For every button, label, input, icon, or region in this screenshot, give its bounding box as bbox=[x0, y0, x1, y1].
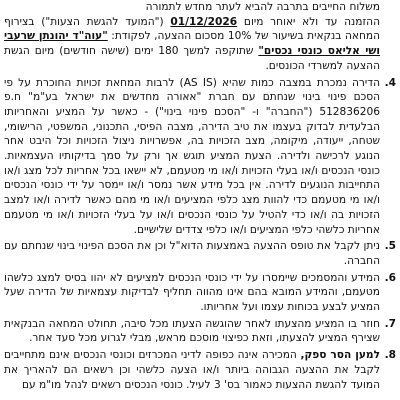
clause-6 bbox=[4, 271, 396, 315]
clause-body: ניתן לקבל את טופס ההצעה באמצעות הדוא"ל וכן את הסכם הפינוי בינוי שנחתם עם החברה. bbox=[4, 240, 380, 267]
clause-4 bbox=[4, 76, 396, 238]
clause-number: 7. bbox=[384, 317, 396, 330]
clause-text-a: ההזמנה עד ולא יאוחר מיום bbox=[237, 15, 380, 28]
clause-body: הדירה נמכרת במצבה כמות שהיא (AS IS) לרבות המחאת זכויות החוכרת על פי הסכם פינוי בינוי שנחתם עם חברת "אאורה מחדשים את ישראל בע"מ" ח.פ 512836206 ("החברה" ו- "הסכם פינוי בינוי") - כאשר על המציע והאחריותו הבלעדית לבדוק בעצמו את טיב הדירה, מצבה הפיסי, התכנוני, המשפטי, הרישומי, שטחה, ייעודה, מיקומה, מצב הזכויות בה, אפשרויות ניצול הזכויות וכל היבט אחר הנוגע לרכישה ולדירה. הצעת המציע תוגש אך ורק על סמך בדיקותיו העצמאיות. כונסי הנכסים ו/או בעלי הזכויות ו/או מי מטעמם, לא יישאו בכל אחריות לכל מצג ו/או התחייבות הנוגעים לדירה. אין בכל מידע אשר נמסר ו/או יימסר על ידי כונסי הנכסים ו/או מי מטעמם כדי להוות מצג כלפי המציעים ו/או מי מהם כאשר לדירה ו/או למצב הזכויות בה ו/או כדי להטיל על כונסי הנכסים ו/או על בעלי הזכויות ו/או מי מטעמם אחריות כלשהי כלפי המציעים ו/או כלפי צדדים שלישיים. bbox=[4, 76, 380, 236]
clause-text: המכירה אינה כפופה לדיני המכרזים וכונסי הנכסים אינם מתחייבים לקבל את ההצעה הגבוהה ביותר ו/או הצעה כלשהי וכן רשאים הם להאריך את המועד להגשת ההצעות כאמור בס' 3 לעיל. כונסי הנכסים רשאים לנהל מו"מ עם bbox=[4, 349, 380, 391]
clause-body bbox=[4, 348, 380, 392]
clause-5 bbox=[4, 239, 396, 268]
submission-deadline: 01/12/2026 bbox=[170, 15, 238, 28]
clause-8 bbox=[4, 348, 396, 392]
clause-number: 8. bbox=[384, 349, 396, 362]
clauses-list bbox=[4, 0, 396, 392]
clause-text-c: ("המועד להגשת הצעות") בצירוף המחאה בנקאית בשיעור של 10% מסכום ההצעה, לפקודת: bbox=[4, 15, 380, 43]
clause-body: חוזר בו המציע מהצעתו לאחר שהוגשה הצעתו מכל סיבה, תחולט המחאה הבנקאית שצירף המציע להצעתו, וזאת כפיצוי מוסכם מראש, מבלי לגרוע מכל סעד אחר. bbox=[4, 317, 380, 345]
clause-7 bbox=[4, 317, 396, 346]
clause-number: 5. bbox=[384, 240, 396, 253]
clause-top-line: משלוח החייבים בתרבה להביא לעתר מחדש לתמורה bbox=[145, 1, 380, 13]
clause-text-e: שתוקפה למשך 180 ימים (שישה חודשים) מיום הגשת ההצעה למשרדי הכונסים. bbox=[4, 45, 380, 72]
payee-name: "עוה"ד יהונתן שרעבי ושי אליאס כונסי נכסים" bbox=[4, 30, 381, 58]
clause-number: 4. bbox=[384, 76, 396, 89]
clause-body bbox=[4, 0, 380, 74]
clause-lead: למען הסר ספק, bbox=[300, 349, 380, 362]
clause-number: 6. bbox=[384, 271, 396, 284]
clause-body: המידע והמסמכים שיימסרו על ידי כונסי הנכסים למציעים לא יהוו בסיס למצג כלשהו מטעמם, והמידע המובא בהם אינו מהווה תחליף לבדיקות עצמאיות של הדירה שעל המציע לבצע בכוחות עצמו ועל אחריותו. bbox=[4, 271, 380, 314]
clause-3-continuation bbox=[4, 0, 396, 74]
